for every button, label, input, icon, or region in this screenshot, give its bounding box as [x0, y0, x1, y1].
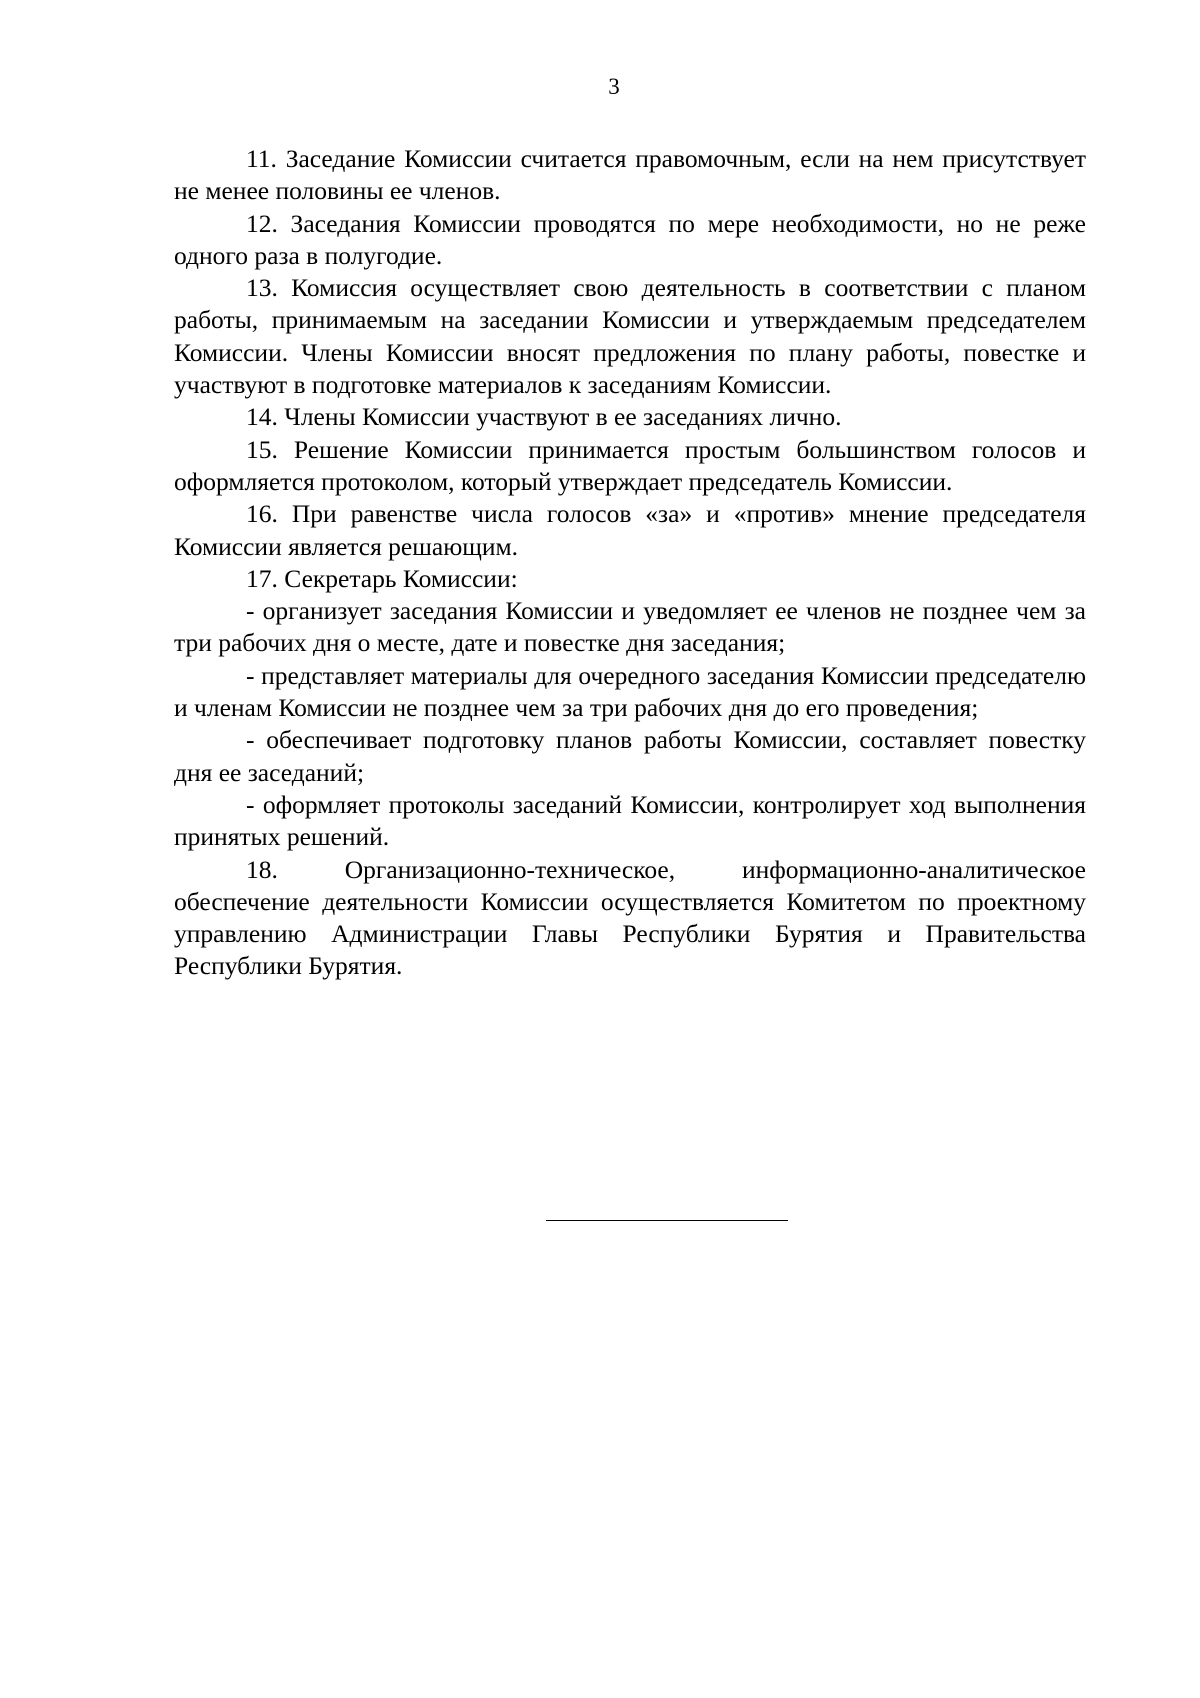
end-of-document-rule	[546, 1220, 788, 1221]
paragraph-17-item-2: - представляет материалы для очередного заседания Комиссии председателю и членам Комиссии не позднее чем за три рабочих дня до его проведения;	[174, 660, 1086, 723]
document-body	[174, 143, 1086, 983]
paragraph-14: 14. Члены Комиссии участвуют в ее заседаниях лично.	[246, 402, 842, 432]
paragraph-17-heading: 17. Секретарь Комиссии:	[246, 563, 518, 593]
paragraph-12: 12. Заседания Комиссии проводятся по мере необходимости, но не реже одного раза в полугодие.	[174, 208, 1086, 270]
paragraph-17-item-3: - обеспечивает подготовку планов работы Комиссии, составляет повестку дня ее заседаний;	[174, 725, 1086, 787]
paragraph-16: 16. При равенстве числа голосов «за» и «против» мнение председателя Комиссии является решающим.	[174, 499, 1086, 561]
paragraph-17-item-4: - оформляет протоколы заседаний Комиссии, контролирует ход выполнения принятых решений.	[174, 789, 1086, 852]
paragraph-13: 13. Комиссия осуществляет свою деятельность в соответствии с планом работы, принимаемым на заседании Комиссии и утверждаемым председателем Комиссии. Члены Комиссии вносят предложения по плану работы, повестке и участвуют в подготовке материалов к заседаниям Комиссии.	[174, 273, 1086, 400]
paragraph-11: 11. Заседание Комиссии считается правомочным, если на нем присутствует не менее половины ее членов.	[174, 144, 1086, 206]
page-number: 3	[608, 74, 620, 99]
paragraph-17-item-1: - организует заседания Комиссии и уведомляет ее членов не позднее чем за три рабочих дня о месте, дате и повестке дня заседания;	[174, 596, 1086, 658]
paragraph-15: 15. Решение Комиссии принимается простым большинством голосов и оформляется протоколом, который утверждает председатель Комиссии.	[174, 434, 1086, 496]
paragraph-18: 18. Организационно-техническое, информационно-аналитическое обеспечение деятельности Комиссии осуществляется Комитетом по проектному управлению Администрации Главы Республики Бурятия и Правительства Республики Бурятия.	[174, 854, 1086, 981]
